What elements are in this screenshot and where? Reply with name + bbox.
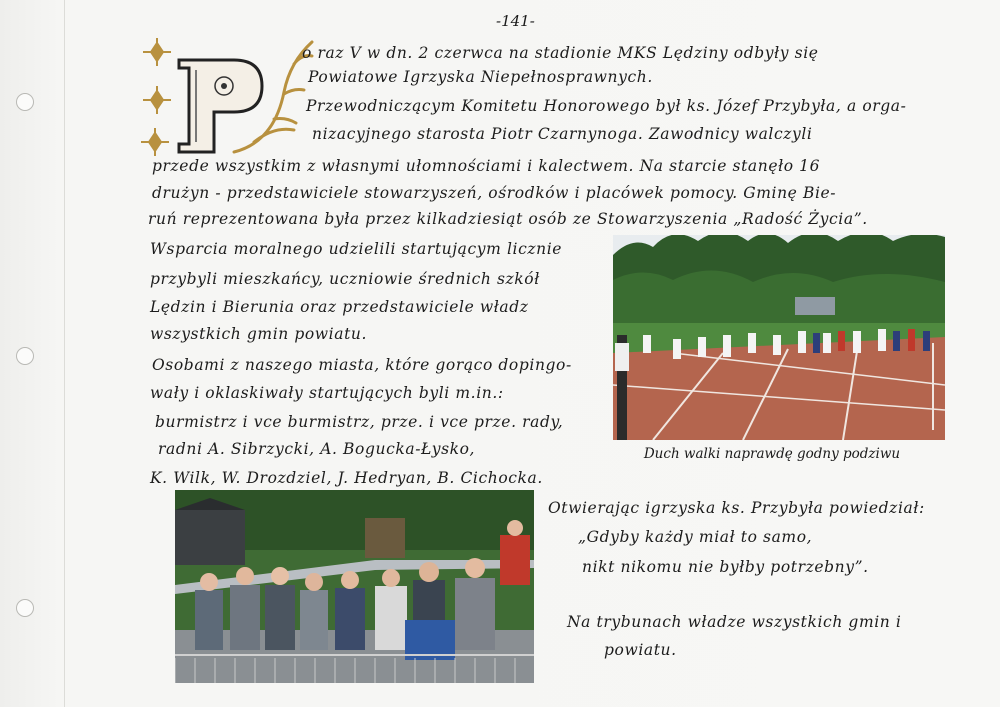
fleuron-icon: [143, 86, 171, 114]
text-line: Wsparcia moralnego udzielili startującym licznie: [150, 240, 563, 258]
text-line: powiatu.: [604, 641, 677, 659]
text-line: Powiatowe Igrzyska Niepełnosprawnych.: [308, 68, 653, 86]
fleuron-icon: [143, 38, 171, 66]
text-line: Na trybunach władze wszystkich gmin i: [567, 613, 902, 631]
text-line: ruń reprezentowana była przez kilkadziesiąt osób ze Stowarzyszenia „Radość Życia”.: [148, 210, 868, 228]
page-number: -141-: [496, 12, 535, 30]
text-line: wały i oklaskiwały startujących byli m.in.:: [150, 384, 504, 402]
text-line: burmistrz i vce burmistrz, prze. i vce prze. rady,: [155, 413, 564, 431]
text-line: „Gdyby każdy miał to samo,: [578, 528, 813, 546]
text-line: o raz V w dn. 2 czerwca na stadionie MKS Lędziny odbyły się: [302, 44, 819, 62]
text-line: K. Wilk, W. Drozdziel, J. Hedryan, B. Cichocka.: [150, 469, 543, 487]
text-line: przybyli mieszkańcy, uczniowie średnich szkół: [150, 270, 540, 288]
text-line: wszystkich gmin powiatu.: [150, 325, 368, 343]
text-line: nikt nikomu nie byłby potrzebny”.: [582, 558, 869, 576]
text-line: przede wszystkim z własnymi ułomnościami i kalectwem. Na starcie stanęło 16: [152, 157, 821, 175]
fleuron-icon: [141, 128, 169, 156]
photo-caption: Duch walki naprawdę godny podziwu: [643, 446, 901, 462]
race-photo: [613, 235, 945, 440]
text-line: Osobami z naszego miasta, które gorąco dopingo-: [152, 356, 572, 374]
text-line: Otwierając igrzyska ks. Przybyła powiedział:: [548, 499, 925, 517]
margin-line: [64, 0, 65, 707]
text-line: Przewodniczącym Komitetu Honorowego był ks. Józef Przybyła, a orga-: [306, 97, 907, 115]
binder-hole: [16, 599, 34, 617]
text-line: Lędzin i Bierunia oraz przedstawiciele władz: [150, 298, 529, 316]
text-line: drużyn - przedstawiciele stowarzyszeń, ośrodków i placówek pomocy. Gminę Bie-: [152, 184, 837, 202]
text-line: radni A. Sibrzycki, A. Bogucka-Łysko,: [158, 440, 476, 458]
text-line: nizacyjnego starosta Piotr Czarnynoga. Zawodnicy walczyli: [312, 125, 813, 143]
binder-hole: [16, 93, 34, 111]
binder-hole: [16, 347, 34, 365]
tribune-photo: [175, 490, 534, 683]
